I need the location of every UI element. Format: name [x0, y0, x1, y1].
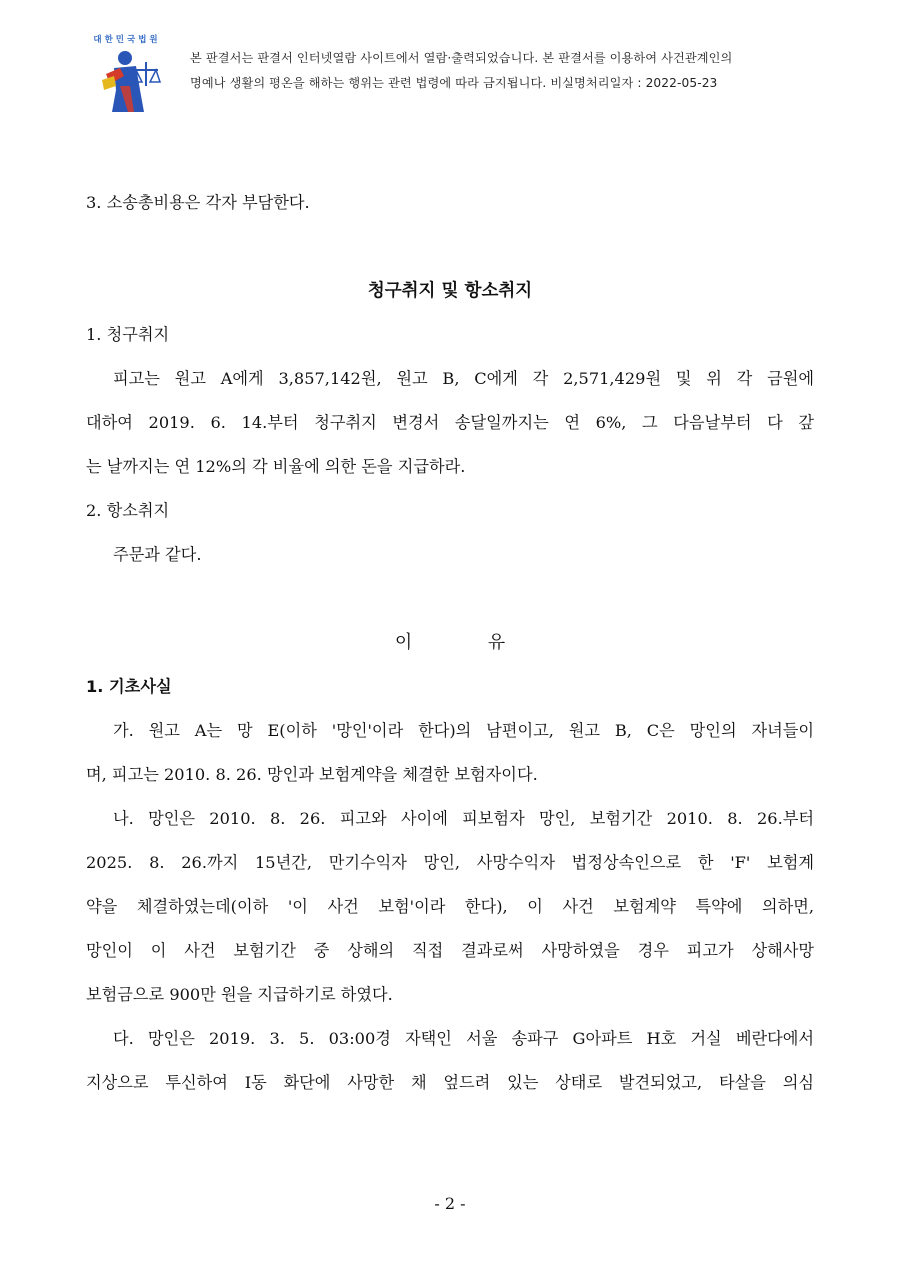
paragraph-line: 가. 원고 A는 망 E(이하 '망인'이라 한다)의 남편이고, 원고 B, C은 망인의 자녀들이 — [113, 721, 814, 740]
paragraph-line: 지상으로 투신하여 I동 화단에 사망한 채 엎드려 있는 상태로 발견되었고, 타살을 의심 — [86, 1073, 814, 1092]
claim-item: 1. 청구취지 — [86, 325, 170, 344]
costs-clause: 3. 소송총비용은 각자 부담한다. — [86, 193, 310, 212]
appeal-item: 2. 항소취지 — [86, 501, 170, 520]
claim-line: 대하여 2019. 6. 14.부터 청구취지 변경서 송달일까지는 연 6%, 그 다음날부터 다 갚 — [86, 413, 814, 432]
document-header — [84, 28, 844, 114]
court-emblem-icon — [84, 28, 170, 114]
usage-notice — [190, 46, 830, 96]
paragraph-line: 망인이 이 사건 보험기간 중 상해의 직접 결과로써 사망하였을 경우 피고가 상해사망 — [86, 941, 814, 960]
claim-heading: 청구취지 및 항소취지 — [367, 281, 533, 301]
claim-line: 피고는 원고 A에게 3,857,142원, 원고 B, C에게 각 2,571,429원 및 위 각 금원에 — [113, 369, 814, 388]
appeal-text: 주문과 같다. — [113, 545, 202, 564]
emblem-lettering: 대한민국법원 — [93, 35, 161, 45]
reason-heading — [86, 626, 814, 670]
paragraph-line: 보험금으로 900만 원을 지급하기로 하였다. — [86, 985, 393, 1004]
notice-line: 명예나 생활의 평온을 해하는 행위는 관련 법령에 따라 금지됩니다. 비실명처리일자 : 2022-05-23 — [190, 76, 718, 90]
paragraph-line: 며, 피고는 2010. 8. 26. 망인과 보험계약을 체결한 보험자이다. — [86, 765, 538, 784]
page-number: - 2 - — [434, 1194, 466, 1213]
paragraph-line: 2025. 8. 26.까지 15년간, 만기수익자 망인, 사망수익자 법정상속인으로 한 'F' 보험계 — [86, 853, 814, 872]
reason-heading-left: 이 — [394, 632, 413, 653]
paragraph-line: 약을 체결하였는데(이하 '이 사건 보험'이라 한다), 이 사건 보험계약 특약에 의하면, — [86, 897, 814, 916]
paragraph-line: 다. 망인은 2019. 3. 5. 03:00경 자택인 서울 송파구 G아파트 H호 거실 베란다에서 — [113, 1029, 814, 1048]
document-body — [86, 186, 814, 1110]
claim-line: 는 날까지는 연 12%의 각 비율에 의한 돈을 지급하라. — [86, 457, 466, 476]
notice-line: 본 판결서는 판결서 인터넷열람 사이트에서 열람·출력되었습니다. 본 판결서를 이용하여 사건관계인의 — [190, 51, 733, 65]
paragraph-line: 나. 망인은 2010. 8. 26. 피고와 사이에 피보험자 망인, 보험기간 2010. 8. 26.부터 — [113, 809, 814, 828]
facts-heading: 1. 기초사실 — [86, 677, 172, 696]
reason-heading-right: 유 — [487, 632, 506, 653]
